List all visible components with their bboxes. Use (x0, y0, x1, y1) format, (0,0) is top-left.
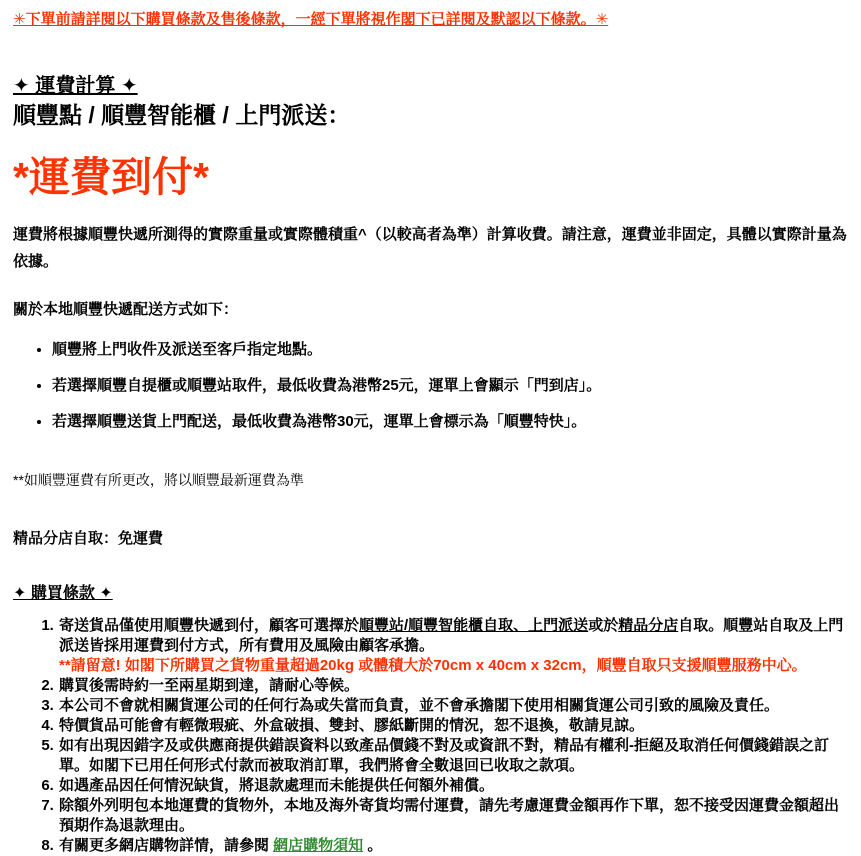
term-8-text-part-1: 有關更多網店購物詳情，請參閱 (59, 837, 274, 854)
term-item-5: 5. 如有出現因錯字及或供應商提供錯誤資料以致產品價錢不對及或資訊不對，精品有權利-拒絕及取消任何價錢錯誤之訂單。如閣下已用任何形式付款而被取消訂單，我們將會全數退回已收取之款項。 (58, 736, 848, 776)
term-1-text-part-1: 寄送貨品僅使用順豐快遞到付，顧客可選擇於 (59, 617, 360, 634)
delivery-methods-list (13, 340, 848, 432)
shipping-fee-intro: 運費將根據順豐快遞所測得的實際重量或實際體積重^（以較高者為準）計算收費。請注意，運費並非固定，具體以實際計量為依據。 (13, 226, 847, 270)
purchase-terms-list (13, 616, 848, 856)
term-item-6: 6. 如遇產品因任何情況缺貨，將退款處理而未能提供任何額外補償。 (58, 776, 848, 796)
list-item: • 若選擇順豐送貨上門配送，最低收費為港幣30元，運單上會標示為「順豐特快」。 (52, 412, 848, 432)
list-item: • 順豐將上門收件及派送至客戶指定地點。 (52, 340, 848, 360)
top-warning-banner: ✳下單前請詳閱以下購買條款及售後條款，一經下單將視作閣下已詳閱及默認以下條款。✳ (13, 11, 609, 28)
term-8-text-part-2: 。 (363, 837, 383, 854)
term-item-3: 3. 本公司不會就相關貨運公司的任何行為或失當而負責，並不會承擔閣下使用相關貨運公司引致的風險及責任。 (58, 696, 848, 716)
term-1-size-weight-warning: **請留意! 如閣下所購買之貨物重量超過20kg 或體積大於70cm x 40cm x 32cm，順豐自取只支援順豐服務中心。 (59, 657, 807, 674)
term-1-text-part-2: 或於 (588, 617, 619, 634)
list-item: • 若選擇順豐自提櫃或順豐站取件，最低收費為港幣25元，運單上會顯示「門到店」。 (52, 376, 848, 396)
term-1-underlined-store: 精品分店 (618, 617, 679, 634)
fee-change-note: **如順豐運費有所更改，將以順豐最新運費為準 (13, 472, 304, 488)
freight-collect-notice: *運費到付* (13, 154, 209, 200)
shipping-methods-subheading: 順豐點 / 順豐智能櫃 / 上門派送： (13, 102, 351, 128)
term-item-7: 7. 除額外列明包本地運費的貨物外，本地及海外寄貨均需付運費，請先考慮運費金額再作下單，恕不接受因運費金額超出預期作為退款理由。 (58, 796, 848, 836)
term-item-1 (58, 616, 848, 676)
online-shopping-guide-link[interactable]: 網店購物須知 (273, 837, 364, 854)
term-item-4: 4. 特價貨品可能會有輕微瑕疵、外盒破損、雙封、膠紙斷開的情況，恕不退換，敬請見諒。 (58, 716, 848, 736)
shipping-fee-heading: ✦ 運費計算 ✦ (13, 75, 138, 97)
term-item-8 (58, 836, 848, 856)
term-item-2: 2. 購買後需時約一至兩星期到達，請耐心等候。 (58, 676, 848, 696)
purchase-terms-heading: ✦ 購買條款 ✦ (13, 585, 113, 602)
term-1-underlined-pickup-options: 順豐站/順豐智能櫃自取、上門派送 (359, 617, 589, 634)
store-pickup-note: 精品分店自取：免運費 (13, 530, 164, 547)
delivery-methods-intro: 關於本地順豐快遞配送方式如下： (13, 301, 239, 318)
term-1-text-part-3: 自取。順豐站自取及上門派送皆採用運費到付方式，所有費用及風險由顧客承擔。 (59, 617, 844, 654)
